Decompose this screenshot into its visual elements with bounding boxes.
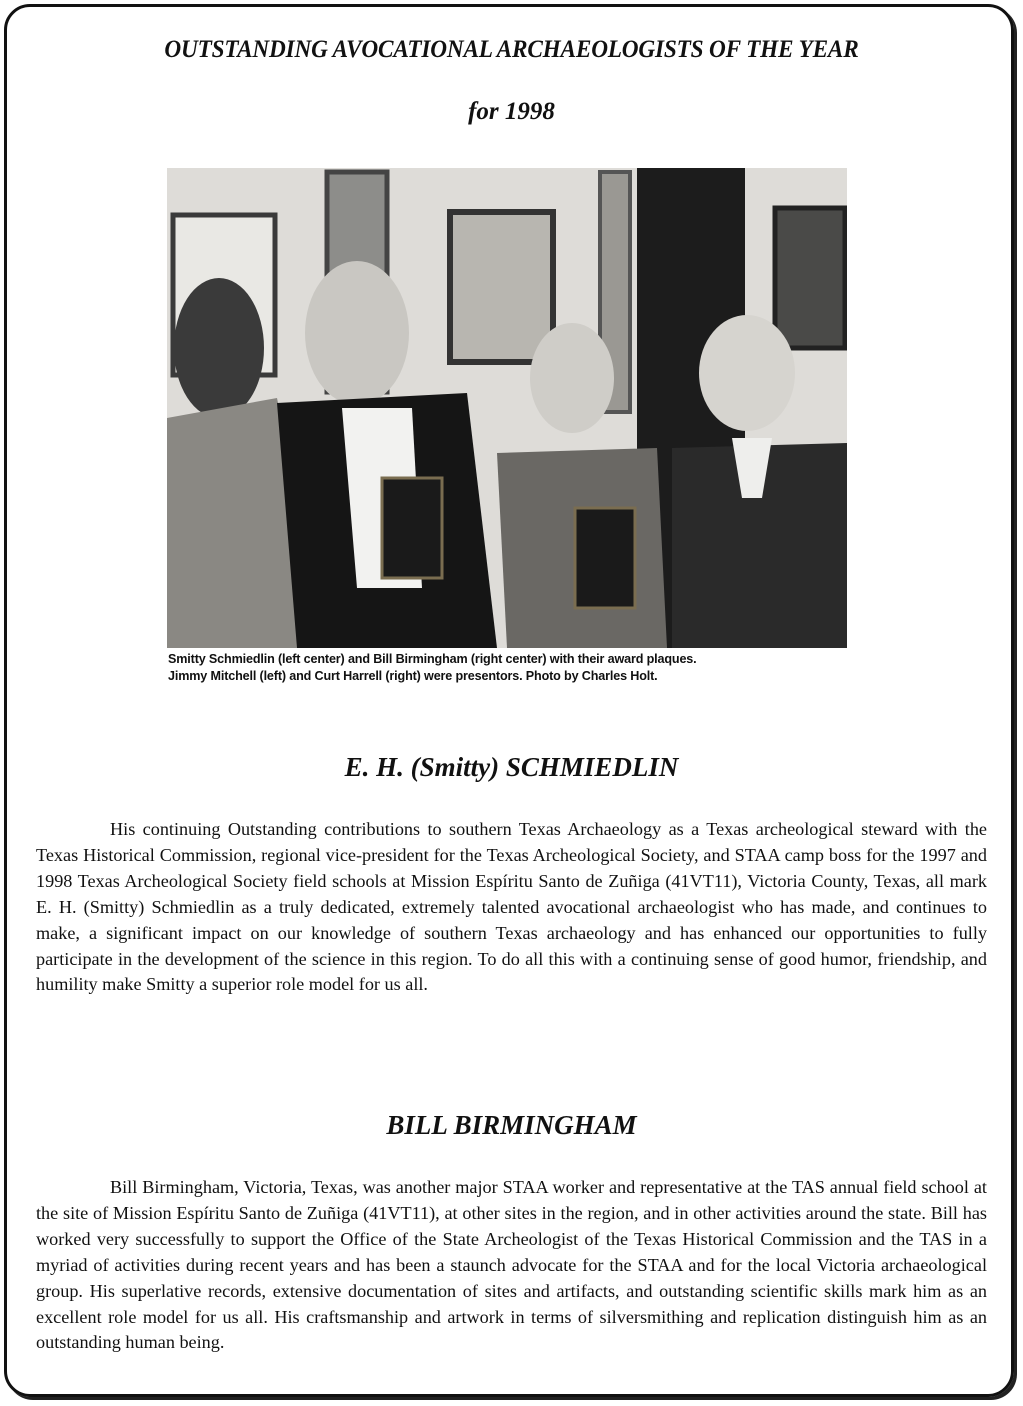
section-heading-birmingham: BILL BIRMINGHAM [386,1110,637,1140]
page-subtitle: for 1998 [468,98,555,125]
photo-caption-line-1: Smitty Schmiedlin (left center) and Bill Birmingham (right center) with their award plaques. [168,652,697,666]
award-photo-illustration [167,168,847,648]
photo-caption-line-2: Jimmy Mitchell (left) and Curt Harrell (right) were presentors. Photo by Charles Holt. [168,669,658,683]
photo-caption [168,651,868,685]
award-photo [167,168,847,648]
section-body-schmiedlin: His continuing Outstanding contributions to southern Texas Archaeology as a Texas archeological steward with the Texas Historical Commission, regional vice-president for the Texas Archeological Society, and STAA camp boss for the 1997 and 1998 Texas Archeological Society field schools at Mission Espíritu Santo de Zuñiga (41VT11), Victoria County, Texas, all mark E. H. (Smitty) Schmiedlin as a truly dedicated, extremely talented avocational archaeologist who has made, and continues to make, a significant impact on our knowledge of southern Texas archaeology and has enhanced our opportunities to fully participate in the development of the science in this region. To do all this with a continuing sense of good humor, friendship, and humility make Smitty a superior role model for us all. [36,819,987,995]
page-title: OUTSTANDING AVOCATIONAL ARCHAEOLOGISTS OF THE YEAR [164,36,859,63]
section-body-birmingham: Bill Birmingham, Victoria, Texas, was another major STAA worker and representative at the TAS annual field school at the site of Mission Espíritu Santo de Zuñiga (41VT11), at other sites in the region, and in other activities around the state. Bill has worked very successfully to support the Office of the State Archeologist of the Texas Historical Commission and the TAS in a myriad of activities during recent years and has been a staunch advocate for the STAA and for the local Victoria archaeological group. His superlative records, extensive documentation of sites and artifacts, and outstanding scientific skills mark him as an excellent role model for us all. His craftsmanship and artwork in terms of silversmithing and replication distinguish him as an outstanding human being. [36,1177,987,1353]
section-heading-schmiedlin: E. H. (Smitty) SCHMIEDLIN [344,752,679,782]
